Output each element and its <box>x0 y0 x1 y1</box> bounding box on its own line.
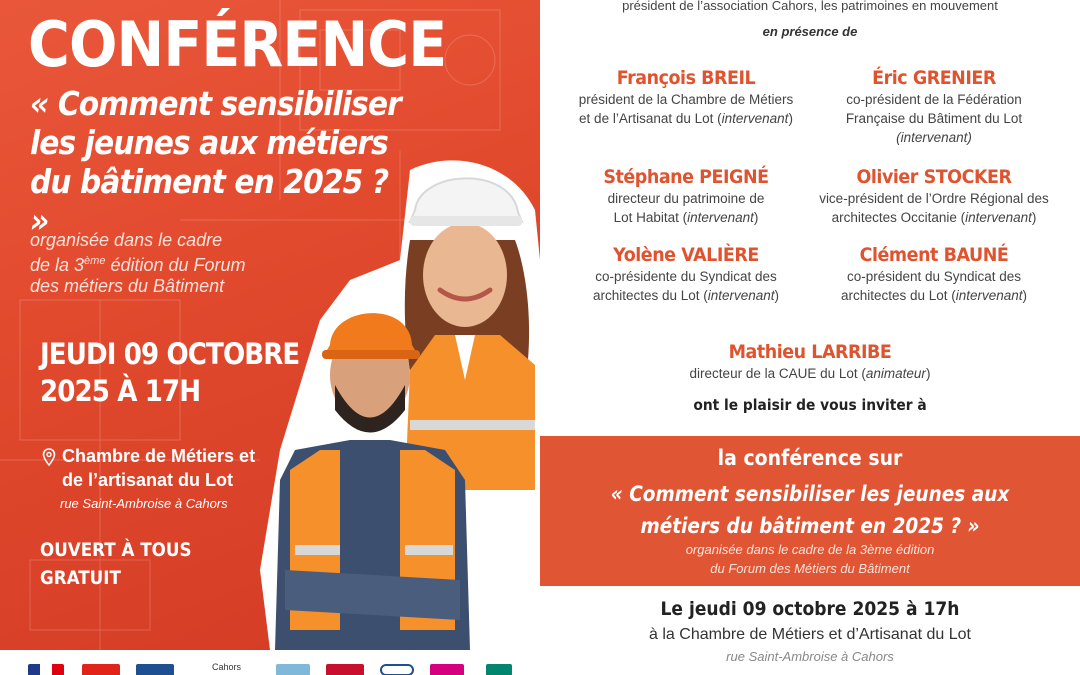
event-date-line-2: 2025 À 17H <box>40 374 201 408</box>
poster-right-panel <box>540 0 1080 675</box>
speaker-role-close: ) <box>774 288 780 303</box>
speaker-name: Yolène VALIÈRE <box>613 244 759 266</box>
speaker-card <box>556 165 816 227</box>
ordre-architectes-logo <box>380 664 414 675</box>
banner-org-line-2: du Forum des Métiers du Bâtiment <box>710 561 910 576</box>
banner-title-line-1: « Comment sensibiliser les jeunes aux <box>610 482 1010 506</box>
speaker-card <box>804 165 1064 227</box>
open-to-all: OUVERT À TOUS <box>40 539 192 561</box>
venue-street: rue Saint-Ambroise à Cahors <box>60 496 228 511</box>
speaker-role-line-2 <box>804 286 1064 305</box>
construction-workers-photo <box>260 150 540 650</box>
cahors-patrimoines-logo <box>276 664 310 675</box>
organised-line-3: des métiers du Bâtiment <box>30 276 225 296</box>
speaker-role-line-1: vice-président de l’Ordre Régional des <box>819 191 1049 206</box>
event-venue-line: à la Chambre de Métiers et d’Artisanat du Lot <box>649 626 971 643</box>
speaker-role-tag: intervenant <box>965 210 1032 225</box>
organised-line-2-post: édition du Forum <box>105 255 246 275</box>
organised-line-2-sup: ème <box>84 255 106 267</box>
woman-worker <box>405 178 535 490</box>
speaker-role-line-1: co-président du Syndicat des <box>846 269 1022 284</box>
speaker-role-line-2 <box>556 208 816 227</box>
speaker-card <box>804 66 1064 147</box>
speaker-name: Stéphane PEIGNÉ <box>603 166 769 188</box>
free-entry: GRATUIT <box>40 567 121 589</box>
speaker-role-close: ) <box>1031 210 1037 225</box>
speaker-role-text: Lot Habitat ( <box>613 210 688 225</box>
moderator-card <box>680 340 940 383</box>
banner-organised-note <box>540 540 1080 578</box>
speaker-role-tag: intervenant <box>687 210 754 225</box>
speaker-role-line-1: directeur du patrimoine de <box>607 191 765 206</box>
speaker-role-tag: intervenant <box>955 288 1023 303</box>
organised-line-2-pre: de la 3 <box>30 255 85 275</box>
moderator-name: Mathieu LARRIBE <box>728 341 892 363</box>
event-date-line: Le jeudi 09 octobre 2025 à 17h <box>660 598 960 620</box>
speaker-role-text: et de l’Artisanat du Lot ( <box>579 111 722 126</box>
conference-banner <box>540 436 1080 586</box>
speaker-role-line-2: Française du Bâtiment du Lot <box>845 111 1023 126</box>
event-street-line: rue Saint-Ambroise à Cahors <box>726 649 894 664</box>
cma-logo <box>82 664 120 675</box>
speaker-role-text: architectes du Lot ( <box>840 288 956 303</box>
caue-logo <box>326 664 364 675</box>
president-line: président de l’association Cahors, les patrimoines en mouvement <box>622 0 998 13</box>
speaker-name: François BREIL <box>616 67 756 89</box>
map-pin-icon <box>42 448 56 466</box>
speaker-name: Éric GRENIER <box>872 67 996 89</box>
ffb-logo <box>136 664 174 675</box>
event-date-line-1: JEUDI 09 OCTOBRE <box>40 337 300 371</box>
moderator-role-close: ) <box>925 366 931 381</box>
speaker-role-tag: intervenant <box>721 111 789 126</box>
venue-line-1: Chambre de Métiers et <box>62 446 256 466</box>
cahors-logo-text: Cahors <box>212 662 242 672</box>
speaker-role-line-1: président de la Chambre de Métiers <box>578 92 794 107</box>
speaker-card <box>556 243 816 305</box>
moderator-role-tag: animateur <box>865 366 926 381</box>
speaker-role-line-2 <box>556 109 816 128</box>
speaker-role-line-3 <box>804 128 1064 147</box>
banner-heading: la conférence sur <box>717 446 903 470</box>
in-presence-of: en présence de <box>762 24 858 39</box>
speaker-role-close: ) <box>788 111 793 126</box>
organised-line-1: organisée dans le cadre <box>30 230 223 250</box>
partner-logos <box>0 650 540 675</box>
speaker-card <box>556 66 816 128</box>
speaker-role-line-1: co-présidente du Syndicat des <box>595 269 777 284</box>
banner-title-line-2: métiers du bâtiment en 2025 ? » <box>640 514 980 538</box>
speaker-role-text: architectes Occitanie ( <box>831 210 966 225</box>
moderator-role <box>680 364 940 383</box>
speaker-role-close: ) <box>1022 288 1028 303</box>
poster-left-panel <box>0 0 540 650</box>
speaker-role-text: architectes du Lot ( <box>592 288 708 303</box>
invitation-line: ont le plaisir de vous inviter à <box>693 396 927 414</box>
speaker-role-close: ) <box>753 210 759 225</box>
conference-title: CONFÉRENCE <box>28 8 447 81</box>
moderator-role-text: directeur de la CAUE du Lot ( <box>689 366 866 381</box>
republique-logo <box>28 664 64 675</box>
lot-department-logo <box>430 664 464 675</box>
speaker-role-line-2 <box>556 286 816 305</box>
speaker-role-tag: (intervenant) <box>896 130 972 145</box>
organised-note <box>30 230 290 297</box>
speaker-name: Clément BAUNÉ <box>859 244 1009 266</box>
banner-title <box>608 478 1013 542</box>
speaker-card <box>804 243 1064 305</box>
admission-note <box>40 536 192 592</box>
venue-line-2: de l’artisanat du Lot <box>62 470 234 490</box>
banner-org-line-1: organisée dans le cadre de la 3ème édition <box>685 542 935 557</box>
speaker-role-line-2 <box>804 208 1064 227</box>
speaker-role-line-1: co-président de la Fédération <box>846 92 1022 107</box>
speaker-role-tag: intervenant <box>707 288 775 303</box>
speaker-name: Olivier STOCKER <box>856 166 1012 188</box>
conference-subtitle: « Comment sensibiliser les jeunes aux métiers du bâtiment en 2025 ? » <box>30 84 401 240</box>
credit-agricole-logo <box>486 664 512 675</box>
event-venue <box>42 444 282 492</box>
